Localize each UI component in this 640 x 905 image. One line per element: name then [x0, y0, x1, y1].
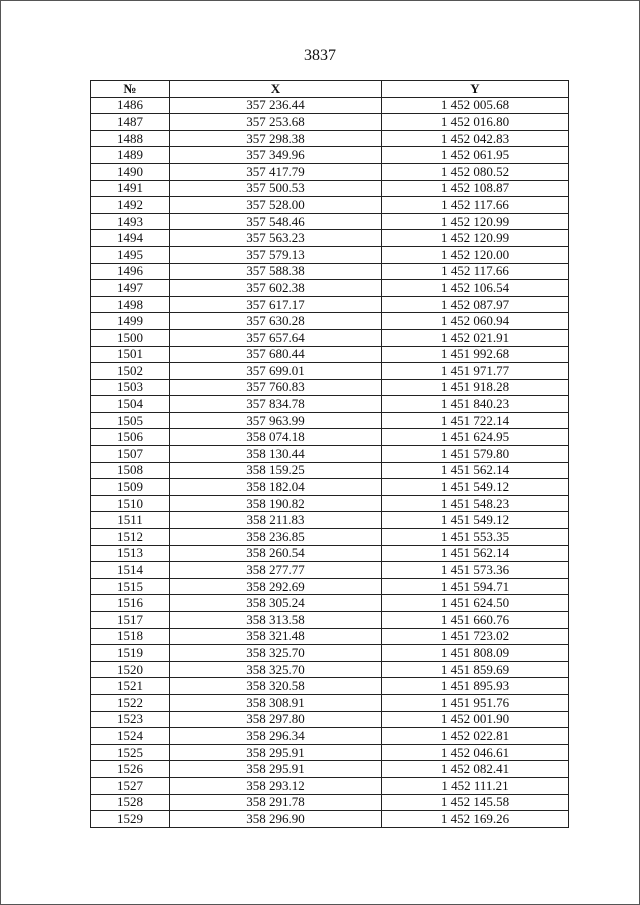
- cell-y: 1 451 808.09: [382, 645, 569, 662]
- table-row: [91, 163, 569, 180]
- cell-y: 1 451 549.12: [382, 512, 569, 529]
- cell-point-number: 1521: [91, 678, 170, 695]
- table-row: [91, 412, 569, 429]
- cell-point-number: 1486: [91, 97, 170, 114]
- cell-x: 358 295.91: [170, 744, 382, 761]
- cell-point-number: 1519: [91, 645, 170, 662]
- table-row: [91, 628, 569, 645]
- cell-y: 1 451 579.80: [382, 446, 569, 463]
- table-row: [91, 346, 569, 363]
- cell-y: 1 452 082.41: [382, 761, 569, 778]
- cell-x: 358 293.12: [170, 777, 382, 794]
- cell-point-number: 1518: [91, 628, 170, 645]
- cell-x: 357 417.79: [170, 163, 382, 180]
- cell-y: 1 452 108.87: [382, 180, 569, 197]
- cell-point-number: 1524: [91, 728, 170, 745]
- cell-point-number: 1501: [91, 346, 170, 363]
- table-row: [91, 595, 569, 612]
- page-number: 3837: [304, 47, 336, 64]
- cell-y: 1 451 723.02: [382, 628, 569, 645]
- table-row: [91, 711, 569, 728]
- cell-x: 358 292.69: [170, 578, 382, 595]
- cell-x: 358 296.34: [170, 728, 382, 745]
- table-row: [91, 545, 569, 562]
- cell-x: 358 297.80: [170, 711, 382, 728]
- cell-y: 1 452 046.61: [382, 744, 569, 761]
- table-row: [91, 462, 569, 479]
- table-row: [91, 213, 569, 230]
- cell-y: 1 452 042.83: [382, 130, 569, 147]
- cell-point-number: 1517: [91, 612, 170, 629]
- cell-y: 1 452 016.80: [382, 114, 569, 131]
- table-row: [91, 280, 569, 297]
- table-row: [91, 363, 569, 380]
- cell-point-number: 1491: [91, 180, 170, 197]
- cell-point-number: 1513: [91, 545, 170, 562]
- cell-point-number: 1493: [91, 213, 170, 230]
- cell-y: 1 452 005.68: [382, 97, 569, 114]
- cell-point-number: 1488: [91, 130, 170, 147]
- cell-point-number: 1508: [91, 462, 170, 479]
- table-row: [91, 794, 569, 811]
- cell-point-number: 1502: [91, 363, 170, 380]
- cell-x: 358 277.77: [170, 562, 382, 579]
- cell-y: 1 452 117.66: [382, 197, 569, 214]
- cell-x: 358 313.58: [170, 612, 382, 629]
- cell-y: 1 452 111.21: [382, 777, 569, 794]
- cell-point-number: 1492: [91, 197, 170, 214]
- cell-y: 1 452 087.97: [382, 296, 569, 313]
- cell-x: 358 308.91: [170, 694, 382, 711]
- table-row: [91, 97, 569, 114]
- table-row: [91, 495, 569, 512]
- table-row: [91, 562, 569, 579]
- table-row: [91, 744, 569, 761]
- table-row: [91, 130, 569, 147]
- column-header-y: Y: [382, 81, 569, 98]
- table-row: [91, 446, 569, 463]
- cell-y: 1 452 001.90: [382, 711, 569, 728]
- cell-y: 1 452 061.95: [382, 147, 569, 164]
- table-row: [91, 661, 569, 678]
- table-row: [91, 612, 569, 629]
- table-row: [91, 313, 569, 330]
- table-row: [91, 512, 569, 529]
- table-row: [91, 230, 569, 247]
- table-row: [91, 147, 569, 164]
- cell-x: 357 253.68: [170, 114, 382, 131]
- cell-point-number: 1489: [91, 147, 170, 164]
- cell-x: 358 296.90: [170, 811, 382, 828]
- table-row: [91, 296, 569, 313]
- cell-x: 357 680.44: [170, 346, 382, 363]
- cell-x: 358 260.54: [170, 545, 382, 562]
- cell-y: 1 452 120.00: [382, 246, 569, 263]
- cell-point-number: 1500: [91, 329, 170, 346]
- cell-y: 1 451 918.28: [382, 379, 569, 396]
- cell-y: 1 451 895.93: [382, 678, 569, 695]
- table-header-row: [91, 81, 569, 98]
- cell-point-number: 1507: [91, 446, 170, 463]
- cell-point-number: 1526: [91, 761, 170, 778]
- table-row: [91, 529, 569, 546]
- cell-point-number: 1494: [91, 230, 170, 247]
- cell-x: 358 211.83: [170, 512, 382, 529]
- cell-y: 1 451 549.12: [382, 479, 569, 496]
- table-row: [91, 379, 569, 396]
- table-row: [91, 329, 569, 346]
- table-body: [91, 97, 569, 827]
- cell-y: 1 451 971.77: [382, 363, 569, 380]
- cell-point-number: 1498: [91, 296, 170, 313]
- table-row: [91, 180, 569, 197]
- cell-x: 357 602.38: [170, 280, 382, 297]
- table-row: [91, 645, 569, 662]
- cell-y: 1 452 022.81: [382, 728, 569, 745]
- cell-x: 357 563.23: [170, 230, 382, 247]
- cell-x: 358 236.85: [170, 529, 382, 546]
- cell-y: 1 451 562.14: [382, 545, 569, 562]
- cell-y: 1 452 060.94: [382, 313, 569, 330]
- cell-point-number: 1515: [91, 578, 170, 595]
- cell-x: 357 548.46: [170, 213, 382, 230]
- cell-x: 358 182.04: [170, 479, 382, 496]
- cell-x: 357 588.38: [170, 263, 382, 280]
- table-row: [91, 429, 569, 446]
- cell-x: 357 528.00: [170, 197, 382, 214]
- cell-point-number: 1505: [91, 412, 170, 429]
- cell-y: 1 451 660.76: [382, 612, 569, 629]
- cell-y: 1 451 624.50: [382, 595, 569, 612]
- table-row: [91, 728, 569, 745]
- cell-x: 357 630.28: [170, 313, 382, 330]
- table-row: [91, 396, 569, 413]
- cell-x: 358 074.18: [170, 429, 382, 446]
- cell-x: 358 325.70: [170, 661, 382, 678]
- cell-point-number: 1510: [91, 495, 170, 512]
- table-row: [91, 479, 569, 496]
- column-header-number: №: [91, 81, 170, 98]
- cell-point-number: 1506: [91, 429, 170, 446]
- cell-y: 1 452 021.91: [382, 329, 569, 346]
- table-row: [91, 197, 569, 214]
- cell-y: 1 451 951.76: [382, 694, 569, 711]
- table-row: [91, 263, 569, 280]
- cell-x: 357 236.44: [170, 97, 382, 114]
- cell-point-number: 1527: [91, 777, 170, 794]
- cell-point-number: 1499: [91, 313, 170, 330]
- table-row: [91, 678, 569, 695]
- cell-point-number: 1490: [91, 163, 170, 180]
- cell-point-number: 1504: [91, 396, 170, 413]
- cell-point-number: 1511: [91, 512, 170, 529]
- cell-point-number: 1522: [91, 694, 170, 711]
- cell-x: 358 291.78: [170, 794, 382, 811]
- cell-x: 358 321.48: [170, 628, 382, 645]
- cell-point-number: 1514: [91, 562, 170, 579]
- cell-x: 357 699.01: [170, 363, 382, 380]
- table-row: [91, 578, 569, 595]
- cell-y: 1 451 722.14: [382, 412, 569, 429]
- cell-y: 1 451 859.69: [382, 661, 569, 678]
- cell-y: 1 451 553.35: [382, 529, 569, 546]
- cell-x: 358 320.58: [170, 678, 382, 695]
- cell-x: 358 159.25: [170, 462, 382, 479]
- cell-y: 1 451 594.71: [382, 578, 569, 595]
- cell-y: 1 452 120.99: [382, 230, 569, 247]
- cell-y: 1 452 120.99: [382, 213, 569, 230]
- cell-point-number: 1516: [91, 595, 170, 612]
- cell-point-number: 1529: [91, 811, 170, 828]
- cell-point-number: 1495: [91, 246, 170, 263]
- cell-y: 1 452 106.54: [382, 280, 569, 297]
- cell-y: 1 452 145.58: [382, 794, 569, 811]
- cell-y: 1 451 840.23: [382, 396, 569, 413]
- cell-x: 357 834.78: [170, 396, 382, 413]
- cell-x: 357 617.17: [170, 296, 382, 313]
- cell-y: 1 451 624.95: [382, 429, 569, 446]
- cell-y: 1 451 573.36: [382, 562, 569, 579]
- cell-x: 357 657.64: [170, 329, 382, 346]
- cell-y: 1 452 169.26: [382, 811, 569, 828]
- cell-x: 357 298.38: [170, 130, 382, 147]
- cell-point-number: 1487: [91, 114, 170, 131]
- table-row: [91, 761, 569, 778]
- cell-point-number: 1497: [91, 280, 170, 297]
- table-row: [91, 114, 569, 131]
- cell-x: 358 190.82: [170, 495, 382, 512]
- cell-y: 1 451 548.23: [382, 495, 569, 512]
- cell-x: 357 760.83: [170, 379, 382, 396]
- cell-y: 1 452 117.66: [382, 263, 569, 280]
- table-row: [91, 777, 569, 794]
- table-row: [91, 811, 569, 828]
- cell-point-number: 1503: [91, 379, 170, 396]
- cell-point-number: 1496: [91, 263, 170, 280]
- coordinates-table: [90, 80, 569, 828]
- table-row: [91, 246, 569, 263]
- cell-point-number: 1520: [91, 661, 170, 678]
- cell-x: 357 579.13: [170, 246, 382, 263]
- cell-point-number: 1509: [91, 479, 170, 496]
- cell-point-number: 1528: [91, 794, 170, 811]
- cell-x: 358 305.24: [170, 595, 382, 612]
- column-header-x: X: [170, 81, 382, 98]
- cell-y: 1 451 992.68: [382, 346, 569, 363]
- cell-x: 357 500.53: [170, 180, 382, 197]
- cell-point-number: 1512: [91, 529, 170, 546]
- cell-y: 1 451 562.14: [382, 462, 569, 479]
- cell-x: 358 325.70: [170, 645, 382, 662]
- table-row: [91, 694, 569, 711]
- cell-point-number: 1523: [91, 711, 170, 728]
- cell-point-number: 1525: [91, 744, 170, 761]
- cell-x: 358 130.44: [170, 446, 382, 463]
- cell-y: 1 452 080.52: [382, 163, 569, 180]
- cell-x: 357 963.99: [170, 412, 382, 429]
- cell-x: 358 295.91: [170, 761, 382, 778]
- cell-x: 357 349.96: [170, 147, 382, 164]
